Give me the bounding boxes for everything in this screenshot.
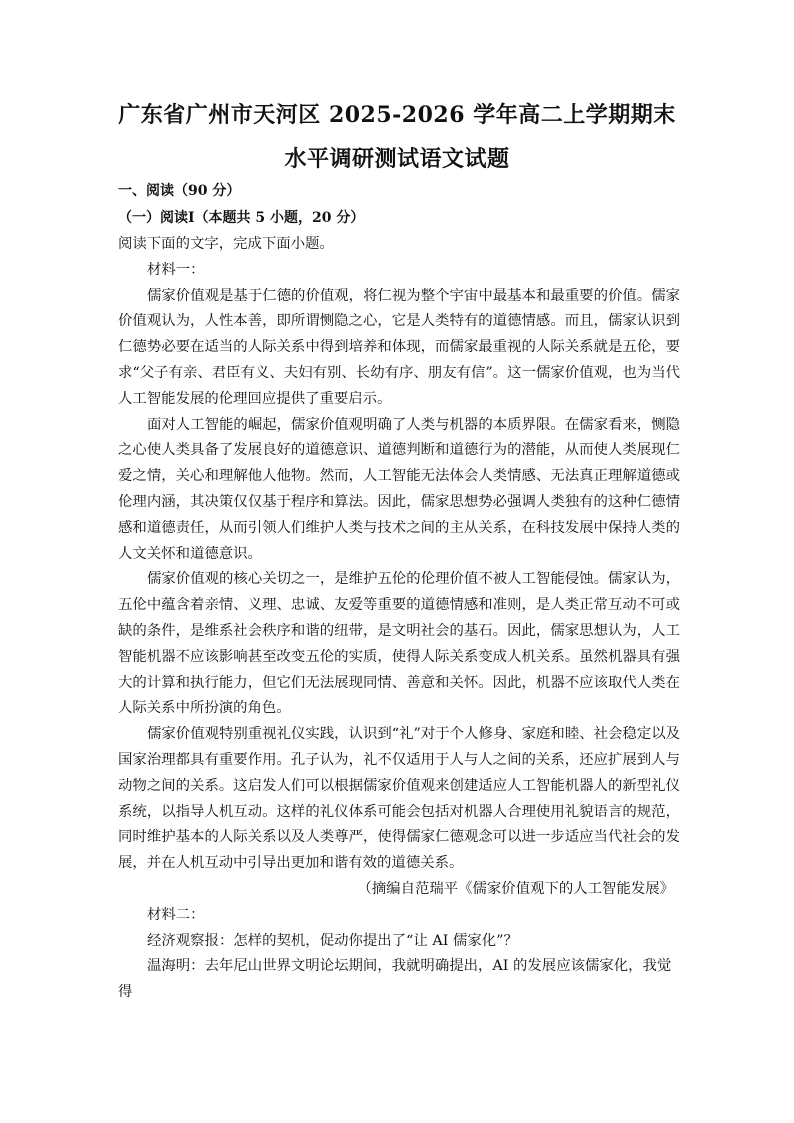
reading-text <box>118 232 680 1006</box>
document-title-line1: 广东省广州市天河区 2025-2026 学年高二上学期期末 <box>118 102 676 128</box>
material1-label: 材料一： <box>147 261 205 278</box>
subsection-heading: （一）阅读Ⅰ（本题共 5 小题，20 分） <box>118 210 365 226</box>
instruction-text: 阅读下面的文字，完成下面小题。 <box>118 236 334 252</box>
section-heading: 一、阅读（90 分） <box>118 183 241 199</box>
material1-paragraph: 面对人工智能的崛起，儒家价值观明确了人类与机器的本质界限。在儒家看来，恻隐之心使人类具备了发展良好的道德意识、道德判断和道德行为的潜能，从而使人类展现仁爱之情，关心和理解他人他物。然而，人工智能无法体会人类情感、无法真正理解道德或伦理内涵，其决策仅仅基于程序和算法。因此，儒家思想势必强调人类独有的这种仁德情感和道德责任，从而引领人们维护人类与技术之间的主从关系，在科技发展中保持人类的人文关怀和道德意识。 <box>118 416 680 562</box>
material2-line: 经济观察报：怎样的契机，促动你提出了“让 AI 儒家化”？ <box>147 932 518 949</box>
material1-paragraph: 儒家价值观特别重视礼仪实践，认识到“礼”对于个人修身、家庭和睦、社会稳定以及国家治理都具有重要作用。孔子认为，礼不仅适用于人与人之间的关系，还应扩展到人与动物之间的关系。这启发人们可以根据儒家价值观来创建适应人工智能机器人的新型礼仪系统，以指导人机互动。这样的礼仪体系可能会包括对机器人合理使用礼貌语言的规范，同时维护基本的人际关系以及人类尊严，使得儒家仁德观念可以进一步适应当代社会的发展，并在人机互动中引导出更加和谐有效的道德关系。 <box>118 726 680 872</box>
material2-label: 材料二： <box>147 906 205 923</box>
material1-source: （摘编自范瑞平《儒家价值观下的人工智能发展》 <box>357 880 674 897</box>
material1-paragraph: 儒家价值观是基于仁德的价值观，将仁视为整个宇宙中最基本和最重要的价值。儒家价值观认为，人性本善，即所谓恻隐之心，它是人类特有的道德情感。而且，儒家认识到仁德势必要在适当的人际关系中得到培养和体现，而儒家最重视的人际关系就是五伦，要求“父子有亲、君臣有义、夫妇有别、长幼有序、朋友有信”。这一儒家价值观，也为当代人工智能发展的伦理回应提供了重要启示。 <box>118 287 680 407</box>
document-title-line2: 水平调研测试语文试题 <box>284 146 510 172</box>
material2-line: 温海明：去年尼山世界文明论坛期间，我就明确提出，AI 的发展应该儒家化，我觉得 <box>118 958 672 1001</box>
material1-paragraph: 儒家价值观的核心关切之一，是维护五伦的伦理价值不被人工智能侵蚀。儒家认为，五伦中蕴含着亲情、义理、忠诚、友爱等重要的道德情感和准则，是人类正常互动不可或缺的条件，是维系社会秩序和谐的纽带，是文明社会的基石。因此，儒家思想认为，人工智能机器不应该影响甚至改变五伦的实质，使得人际关系变成人机关系。虽然机器具有强大的计算和执行能力，但它们无法展现同情、善意和关怀。因此，机器不应该取代人类在人际关系中所扮演的角色。 <box>118 571 680 717</box>
